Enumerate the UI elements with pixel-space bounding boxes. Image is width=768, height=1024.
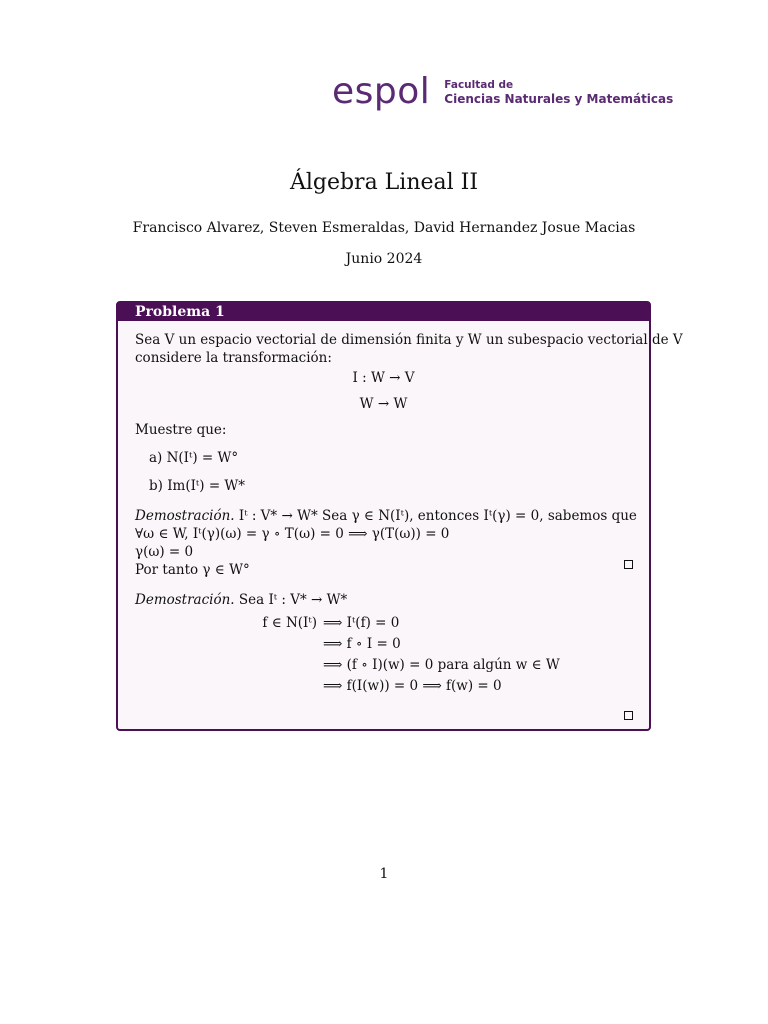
- proof-1-line-4: Por tanto γ ∈ W°: [135, 562, 250, 578]
- align-equations: [224, 613, 560, 697]
- qed-square-1: [624, 560, 633, 569]
- problem-box: [116, 301, 683, 731]
- item-b: b) Im(Iᵗ) = W*: [149, 478, 246, 494]
- proof-2-line-1: [135, 591, 632, 609]
- proof-1-label: Demostración.: [135, 508, 235, 524]
- page-number: 1: [379, 866, 389, 882]
- proof-1-line-3: γ(ω) = 0: [135, 544, 194, 560]
- proof-1-line-2: ∀ω ∈ W, Iᵗ(γ)(ω) = γ ∘ T(ω) = 0 ⟹ γ(T(ω)) = 0: [135, 526, 450, 542]
- align-row: [224, 655, 560, 676]
- align-rhs: ⟹ Iᵗ(f) = 0: [323, 615, 400, 631]
- align-rhs: ⟹ f ∘ I = 0: [323, 636, 401, 652]
- align-lhs: [224, 655, 323, 676]
- faculty-line-2: Ciencias Naturales y Matemáticas: [444, 92, 674, 106]
- align-row: [224, 613, 560, 634]
- align-rhs: ⟹ f(I(w)) = 0 ⟹ f(w) = 0: [323, 678, 502, 694]
- document-title: Álgebra Lineal II: [289, 170, 479, 195]
- align-rhs: ⟹ (f ∘ I)(w) = 0 para algún w ∈ W: [323, 657, 560, 673]
- align-lhs: [224, 676, 323, 697]
- problem-heading: Problema 1: [118, 303, 649, 321]
- faculty-line-1: Facultad de: [444, 79, 514, 91]
- date: Junio 2024: [345, 251, 423, 267]
- proof-1-line-1: [135, 507, 637, 525]
- statement-line-1: Sea V un espacio vectorial de dimensión finita y W un subespacio vectorial de V: [135, 332, 683, 348]
- align-lhs: [224, 634, 323, 655]
- align-row: [224, 634, 560, 655]
- authors: Francisco Alvarez, Steven Esmeraldas, David Hernandez Josue Macias: [132, 220, 636, 236]
- align-lhs: f ∈ N(Iᵗ): [262, 615, 317, 631]
- item-a: a) N(Iᵗ) = W°: [149, 450, 239, 466]
- proof-2-label: Demostración.: [135, 592, 235, 608]
- equation-1: I : W → V: [352, 370, 415, 386]
- espol-logo: [332, 72, 673, 116]
- problem-body: [135, 331, 683, 609]
- statement-line-2: considere la transformación:: [135, 350, 332, 366]
- show-that: Muestre que:: [135, 422, 227, 438]
- align-row: [224, 676, 560, 697]
- qed-square-2: [624, 711, 633, 720]
- logo-wordmark: espol: [332, 71, 431, 112]
- faculty-name: [444, 78, 673, 106]
- proof-1-text: Iᵗ : V* → W* Sea γ ∈ N(Iᵗ), entonces Iᵗ(γ) = 0, sabemos que: [234, 508, 637, 524]
- equation-2: W → W: [359, 396, 408, 412]
- proof-2-text: Sea Iᵗ : V* → W*: [234, 592, 348, 608]
